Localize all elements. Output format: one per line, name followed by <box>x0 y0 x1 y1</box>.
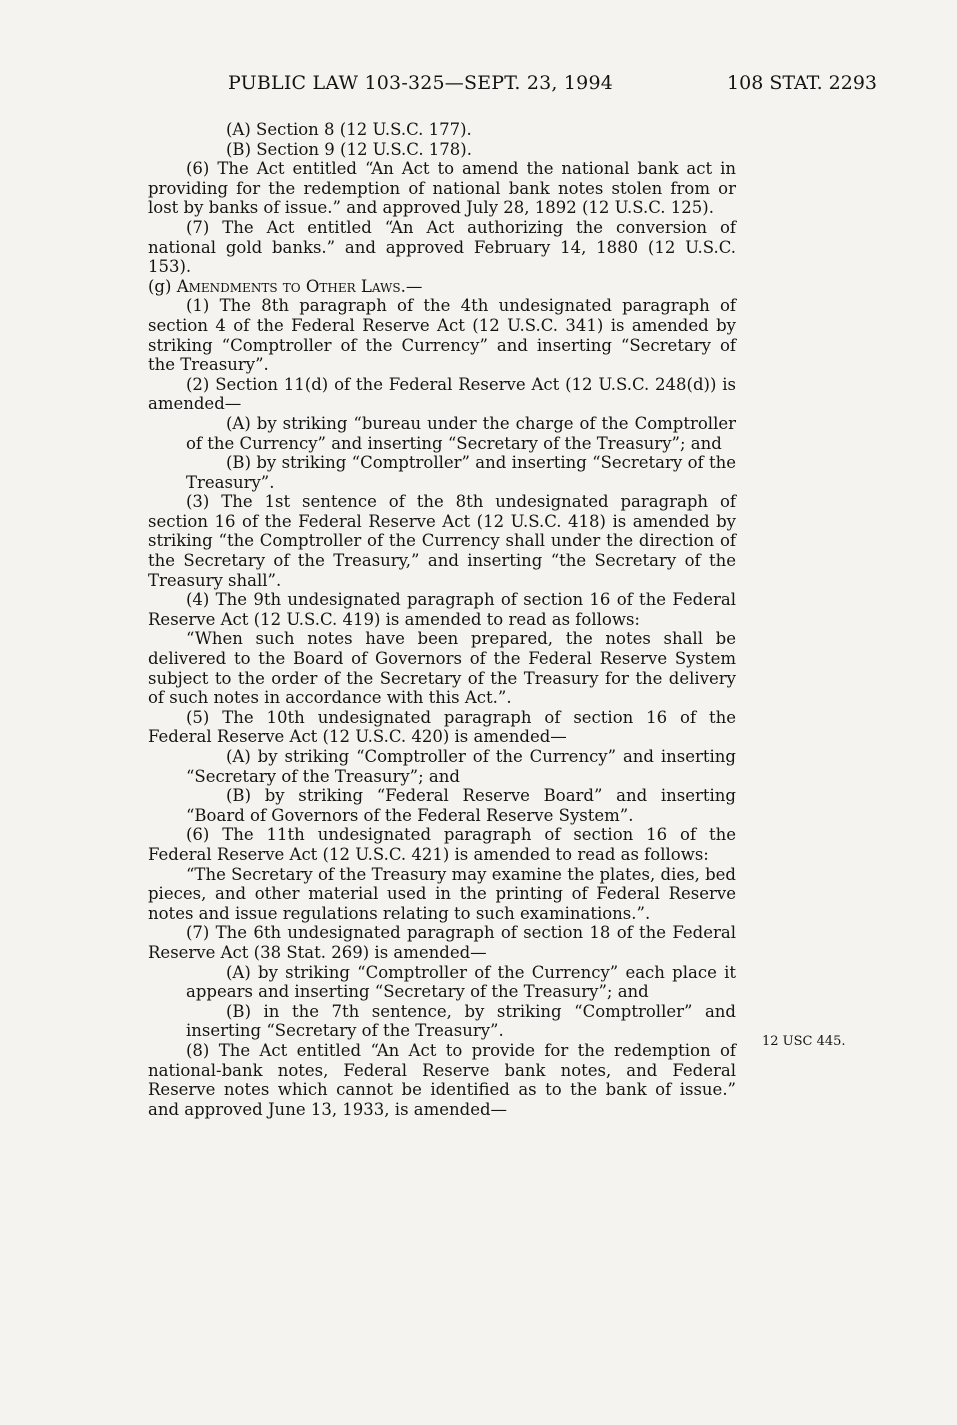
margin-citation: 12 USC 445. <box>762 1034 846 1049</box>
paragraph: (6) The 11th undesignated paragraph of section 16 of the Federal Reserve Act (12 U.S.C. 421) is amended to read as follows: <box>148 825 736 864</box>
list-item: (B) Section 9 (12 U.S.C. 178). <box>226 139 472 159</box>
sub-paragraph: (B) in the 7th sentence, by striking “Comptroller” and inserting “Secretary of the Treasury”. <box>186 1001 736 1041</box>
paragraph: (1) The 8th paragraph of the 4th undesignated paragraph of section 4 of the Federal Reserve Act (12 U.S.C. 341) is amended by striking “Comptroller of the Currency” and inserting “Secretary of the Treasury”. <box>148 296 736 375</box>
document-body <box>148 120 736 1119</box>
paragraph: (7) The 6th undesignated paragraph of section 18 of the Federal Reserve Act (38 Stat. 269) is amended— <box>148 923 736 962</box>
paragraph: (7) The Act entitled “An Act authorizing the conversion of national gold banks.” and approved February 14, 1880 (12 U.S.C. 153). <box>148 217 736 277</box>
sub-paragraph: (A) by striking “Comptroller of the Currency” and inserting “Secretary of the Treasury”; and <box>186 747 736 786</box>
sub-paragraph: (B) by striking “Federal Reserve Board” and inserting “Board of Governors of the Federal Reserve System”. <box>186 786 736 825</box>
section-heading-prefix: (g) <box>148 276 177 296</box>
section-heading <box>148 277 736 297</box>
sub-paragraph: (B) by striking “Comptroller” and inserting “Secretary of the Treasury”. <box>186 453 736 492</box>
quoted-text: “The Secretary of the Treasury may examine the plates, dies, bed pieces, and other material used in the printing of Federal Reserve notes and issue regulations relating to such examinations.”. <box>148 864 736 923</box>
sub-paragraph: (A) by striking “bureau under the charge of the Comptroller of the Currency” and inserting “Secretary of the Treasury”; and <box>186 413 736 453</box>
page-header <box>0 72 957 102</box>
statute-page-number: 108 STAT. 2293 <box>727 72 877 94</box>
running-head-title: PUBLIC LAW 103-325—SEPT. 23, 1994 <box>228 72 614 94</box>
paragraph: (5) The 10th undesignated paragraph of section 16 of the Federal Reserve Act (12 U.S.C. 420) is amended— <box>148 707 736 747</box>
paragraph: (2) Section 11(d) of the Federal Reserve Act (12 U.S.C. 248(d)) is amended— <box>148 374 736 414</box>
section-heading-title: Amendments to Other Laws.— <box>176 276 423 296</box>
paragraph: (4) The 9th undesignated paragraph of section 16 of the Federal Reserve Act (12 U.S.C. 419) is amended to read as follows: <box>148 590 736 629</box>
sub-paragraph: (A) by striking “Comptroller of the Currency” each place it appears and inserting “Secretary of the Treasury”; and <box>186 962 736 1002</box>
paragraph: (8) The Act entitled “An Act to provide for the redemption of national-bank notes, Federal Reserve bank notes, and Federal Reserve notes which cannot be identified as to the bank of issue.” and approved June 13, 1933, is amended— <box>148 1040 736 1119</box>
quoted-text: “When such notes have been prepared, the notes shall be delivered to the Board of Governors of the Federal Reserve System subject to the order of the Secretary of the Treasury for the delivery of such notes in accordance with this Act.”. <box>148 629 736 708</box>
list-item: (A) Section 8 (12 U.S.C. 177). <box>226 120 472 139</box>
paragraph: (3) The 1st sentence of the 8th undesignated paragraph of section 16 of the Federal Reserve Act (12 U.S.C. 418) is amended by striking “the Comptroller of the Currency shall under the direction of the Secretary of the Treasury,” and inserting “the Secretary of the Treasury shall”. <box>148 492 736 590</box>
paragraph: (6) The Act entitled “An Act to amend the national bank act in providing for the redemption of national bank notes stolen from or lost by banks of issue.” and approved July 28, 1892 (12 U.S.C. 125). <box>148 159 736 218</box>
